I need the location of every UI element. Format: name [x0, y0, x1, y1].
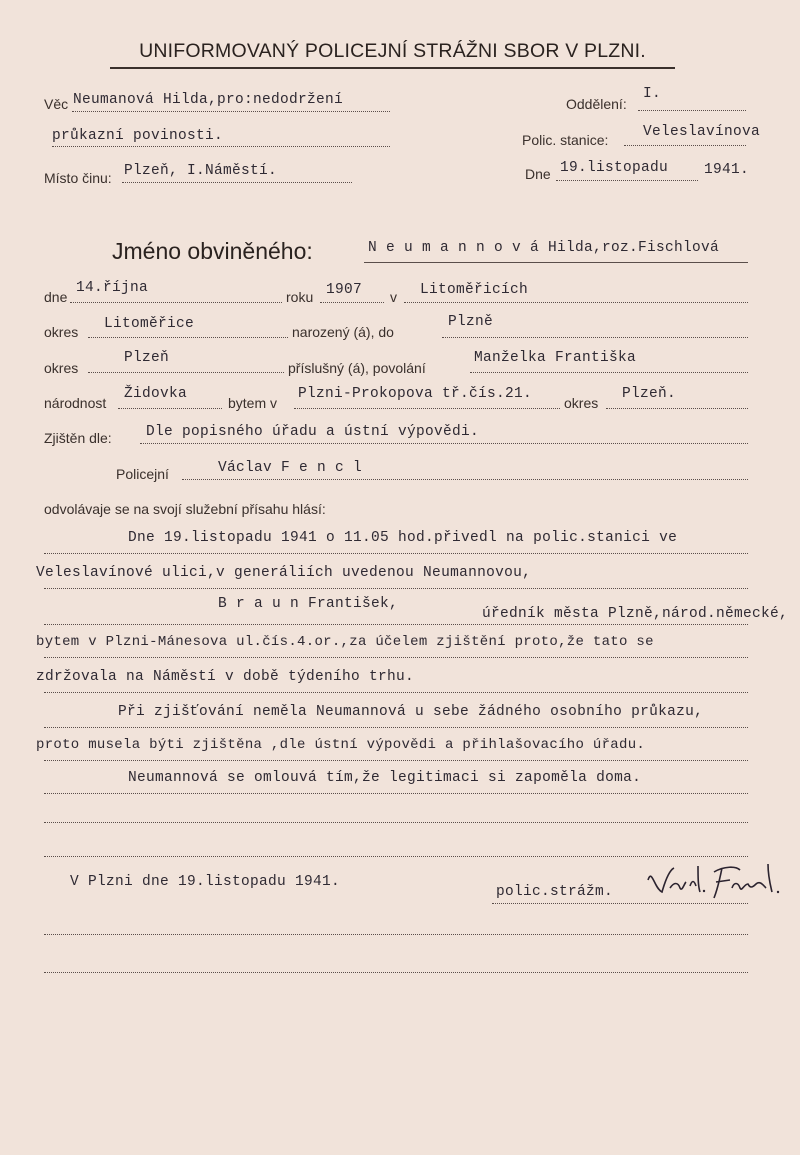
oddeleni-label: Oddělení:: [566, 96, 627, 112]
do-value: Plzně: [448, 314, 494, 330]
dne-year-value: 1941.: [704, 162, 750, 178]
vec-value-line2: průkazní povinosti.: [52, 128, 224, 144]
birth-place-dotted-line: [404, 302, 748, 303]
footer-dotted-line-3: [44, 972, 748, 973]
vec-label: Věc: [44, 96, 69, 112]
povolani-dotted-line: [470, 372, 748, 373]
report-dotted-line-10: [44, 856, 748, 857]
jmeno-obvineneho-label: Jméno obviněného:: [112, 238, 313, 264]
jmeno-underline: [364, 262, 748, 263]
bytem-value: Plzni-Prokopova tř.čís.21.: [298, 386, 533, 402]
report-dotted-line-9: [44, 822, 748, 823]
footer-role: polic.strážm.: [496, 884, 614, 900]
narodnost-label: národnost: [44, 395, 107, 411]
report-dotted-line-6: [44, 727, 748, 728]
zjisten-value: Dle popisného úřadu a ústní výpovědi.: [146, 424, 480, 440]
okres-resid-dotted-line: [88, 372, 284, 373]
report-dotted-line-5: [44, 692, 748, 693]
v-label: v: [390, 289, 397, 305]
policejni-value: Václav F e n c l: [218, 460, 363, 476]
footer-dotted-line-2: [44, 934, 748, 935]
footer-place-date: V Plzni dne 19.listopadu 1941.: [70, 874, 341, 890]
okres-birth-value: Litoměřice: [104, 316, 195, 332]
oddeleni-dotted-line: [638, 110, 746, 111]
report-line-6: zdržovala na Náměstí v době týdeního trhu.: [36, 669, 415, 685]
okres-resid-label: okres: [44, 360, 79, 376]
hlasi-label: odvolávaje se na svojí služební přísahu hlásí:: [44, 501, 326, 517]
zjisten-dotted-line: [140, 443, 748, 444]
polic-stanice-value: Veleslavínova: [643, 124, 761, 140]
okres-bytem-dotted-line: [606, 408, 748, 409]
polic-stanice-dotted-line: [624, 145, 746, 146]
vec-value-line1: Neumanová Hilda,pro:nedodržení: [73, 92, 344, 108]
misto-cinu-dotted-line: [122, 182, 352, 183]
narodnost-value: Židovka: [124, 386, 188, 402]
okres-birth-dotted-line: [88, 337, 288, 338]
report-dotted-line-3: [44, 624, 748, 625]
report-line-3: B r a u n František,: [218, 596, 399, 612]
povolani-value: Manželka Františka: [474, 350, 637, 366]
do-dotted-line: [442, 337, 748, 338]
birth-year-dotted-line: [320, 302, 384, 303]
polic-stanice-label: Polic. stanice:: [522, 132, 609, 148]
narozeny-label: narozený (á), do: [292, 324, 394, 340]
birth-day-dotted-line: [70, 302, 282, 303]
okres-bytem-label: okres: [564, 395, 599, 411]
report-line-9: Neumannová se omlouvá tím,že legitimaci si zapoměla doma.: [128, 770, 642, 786]
report-dotted-line-4: [44, 657, 748, 658]
birth-place-value: Litoměřicích: [420, 282, 529, 298]
report-line-1: Dne 19.listopadu 1941 o 11.05 hod.přivedl na polic.stanici ve: [128, 530, 678, 546]
okres-resid-value: Plzeň: [124, 350, 170, 366]
report-dotted-line-8: [44, 793, 748, 794]
birth-day-value: 14.října: [76, 280, 149, 296]
policejni-label: Policejní: [116, 466, 169, 482]
oddeleni-value: I.: [643, 86, 662, 102]
misto-cinu-value: Plzeň, I.Náměstí.: [124, 163, 278, 179]
page-title: UNIFORMOVANÝ POLICEJNÍ STRÁŽNI SBOR V PLZNI.: [110, 40, 675, 69]
jmeno-obvineneho-value: N e u m a n n o v á Hilda,roz.Fischlová: [368, 240, 720, 256]
bytem-dotted-line: [294, 408, 560, 409]
signature-image: [640, 858, 790, 904]
misto-cinu-label: Místo činu:: [44, 170, 112, 186]
birth-year-value: 1907: [326, 282, 363, 298]
report-dotted-line-7: [44, 760, 748, 761]
dne-day-value: 19.listopadu: [560, 160, 669, 176]
roku-label: roku: [286, 289, 314, 305]
vec-dotted-line: [72, 111, 390, 112]
report-line-7: Při zjišťování neměla Neumannová u sebe žádného osobního průkazu,: [118, 704, 704, 720]
vec-dotted-line-2: [52, 146, 390, 147]
report-line-8: proto musela býti zjištěna ,dle ústní výpovědi a přihlašovacího úřadu.: [36, 737, 646, 753]
report-dotted-line-2: [44, 588, 748, 589]
zjisten-label: Zjištěn dle:: [44, 430, 112, 446]
okres-birth-label: okres: [44, 324, 79, 340]
report-dotted-line-1: [44, 553, 748, 554]
narodnost-dotted-line: [118, 408, 222, 409]
dne-born-label: dne: [44, 289, 68, 305]
policejni-dotted-line: [182, 479, 748, 480]
dne-label: Dne: [525, 166, 551, 182]
bytem-label: bytem v: [228, 395, 278, 411]
report-line-5: bytem v Plzni-Mánesova ul.čís.4.or.,za účelem zjištění proto,že tato se: [36, 634, 654, 650]
dne-dotted-line: [556, 180, 698, 181]
okres-bytem-value: Plzeň.: [622, 386, 677, 402]
report-line-2: Veleslavínové ulici,v generáliích uvedenou Neumannovou,: [36, 565, 532, 581]
prislusny-label: příslušný (á), povolání: [288, 360, 426, 376]
report-line-4: úředník města Plzně,národ.německé,: [482, 606, 789, 622]
